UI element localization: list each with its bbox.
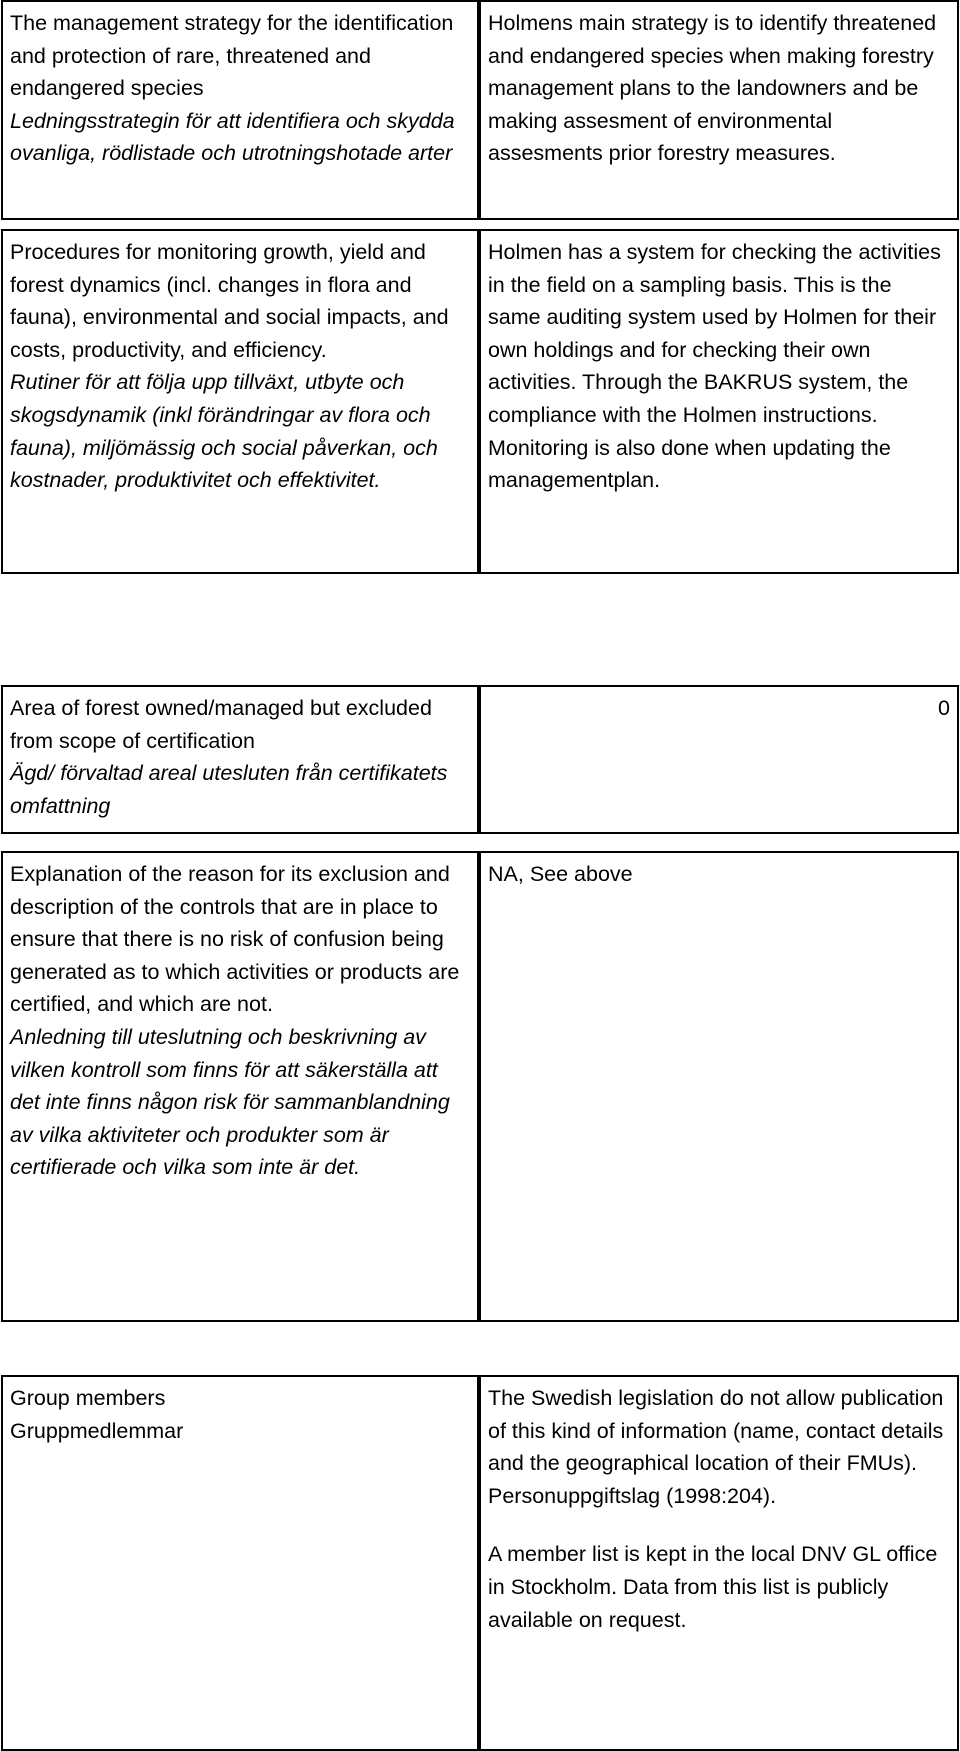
strategy-label-en: The management strategy for the identification and protection of rare, threatened and endangered species (10, 11, 454, 101)
monitoring-label-sv: Rutiner för att följa upp tillväxt, utbyte och skogsdynamik (inkl förändringar av flora och fauna), miljömässig och social påverkan, och kostnader, produktivitet och effektivitet. (10, 370, 438, 493)
monitoring-answer-text: Holmen has a system for checking the activities in the field on a sampling basis. This is the same auditing system used by Holmen for their own holdings and for checking their own activities. Through the BAKRUS system, the compliance with the Holmen instructions. Monitoring is also done when updating the managementplan. (488, 240, 941, 493)
excluded-area-value: 0 (938, 696, 950, 720)
excluded-area-label-en: Area of forest owned/managed but excluded from scope of certification (10, 696, 432, 753)
strategy-answer-cell (479, 0, 959, 220)
excluded-area-value-cell (479, 685, 959, 834)
exclusion-explanation-label-cell (1, 851, 479, 1322)
strategy-label-sv: Ledningsstrategin för att identifiera och skydda ovanliga, rödlistade och utrotningshotade arter (10, 108, 455, 166)
exclusion-explanation-answer-cell (479, 851, 959, 1322)
monitoring-label-en: Procedures for monitoring growth, yield and forest dynamics (incl. changes in flora and fauna), environmental and social impacts, and costs, productivity, and efficiency. (10, 240, 449, 362)
group-members-label-en: Group members (10, 1386, 166, 1410)
strategy-label-cell (1, 0, 479, 220)
group-members-label-sv: Gruppmedlemmar (10, 1418, 184, 1443)
group-members-answer-text: The Swedish legislation do not allow publication of this kind of information (name, contact details and the geographical location of their FMUs). Personuppgiftslag (1998:204). (488, 1386, 944, 1508)
monitoring-label-cell (1, 229, 479, 574)
excluded-area-label-sv: Ägd/ förvaltad areal utesluten från certifikatets omfattning (10, 761, 448, 818)
exclusion-explanation-answer-text: NA, See above (488, 862, 633, 886)
group-members-answer-text2: A member list is kept in the local DNV GL office in Stockholm. Data from this list is publicly available on request. (488, 1542, 938, 1632)
exclusion-explanation-label-en: Explanation of the reason for its exclusion and description of the controls that are in place to ensure that there is no risk of confusion being generated as to which activities or products are certified, and which are not. (10, 862, 460, 1017)
paragraph-gap (488, 1512, 950, 1538)
monitoring-answer-cell (479, 229, 959, 574)
excluded-area-label-cell (1, 685, 479, 834)
exclusion-explanation-label-sv: Anledning till uteslutning och beskrivning av vilken kontroll som finns för att säkerställa att det inte finns någon risk för sammanblandning av vilka aktiviteter och produkter som är certifierade och vilka som inte är det. (10, 1024, 450, 1180)
strategy-answer-text: Holmens main strategy is to identify threatened and endangered species when making forestry management plans to the landowners and be making assesment of environmental assesments prior forestry measures. (488, 11, 937, 166)
group-members-label-cell (1, 1375, 479, 1751)
group-members-answer-cell (479, 1375, 959, 1751)
